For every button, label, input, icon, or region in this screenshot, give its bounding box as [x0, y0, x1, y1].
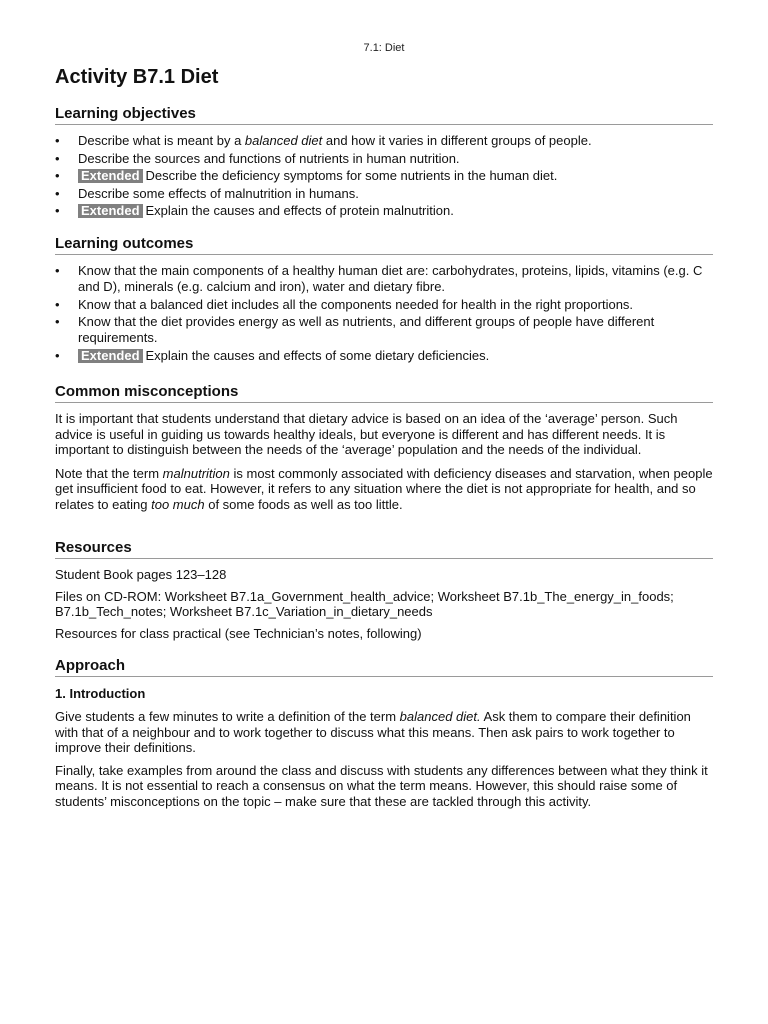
learning-objectives-list — [55, 133, 713, 219]
approach-section — [55, 657, 713, 809]
emphasis-text: too much — [151, 496, 205, 512]
list-item — [55, 186, 713, 202]
extended-badge: Extended — [78, 204, 143, 218]
approach-paragraph-1: Give students a few minutes to write a definition of the term balanced diet. Ask them to compare their definition with that of a neighbour and to work together to discuss what this means. Then ask pairs to work together to improve their definitions. — [55, 709, 691, 755]
list-item — [55, 151, 713, 167]
list-item-text: Describe the sources and functions of nutrients in human nutrition. — [78, 150, 460, 166]
list-item — [55, 168, 713, 184]
learning-outcomes-heading: Learning outcomes — [55, 235, 713, 255]
list-item — [55, 297, 713, 313]
list-item-text: Describe the deficiency symptoms for some nutrients in the human diet. — [145, 168, 558, 183]
list-item — [55, 203, 713, 219]
list-item — [55, 348, 713, 364]
bullet-icon: • — [55, 263, 60, 278]
misconceptions-heading: Common misconceptions — [55, 383, 713, 403]
page-title: Activity B7.1 Diet — [55, 66, 219, 88]
list-item-text: Explain the causes and effects of some dietary deficiencies. — [145, 347, 490, 363]
learning-objectives-heading: Learning objectives — [55, 105, 713, 125]
bullet-icon: • — [55, 296, 60, 312]
emphasis-text: balanced diet. — [399, 709, 481, 724]
bullet-icon: • — [55, 168, 60, 183]
list-item-text: Know that a balanced diet includes all the components needed for health in the right proportions. — [78, 296, 634, 312]
resources-paragraph-1: Student Book pages 123–128 — [55, 567, 227, 582]
list-item-text: Explain the causes and effects of protein malnutrition. — [145, 203, 454, 218]
list-item-text: Know that the main components of a healthy human diet are: carbohydrates, proteins, lipids, vitamins (e.g. C and D), minerals (e.g. calcium and iron), water and dietary fibre. — [78, 263, 703, 294]
emphasis-text: malnutrition — [162, 465, 230, 481]
bullet-icon: • — [55, 314, 60, 329]
resources-section — [55, 539, 713, 641]
emphasis-text: balanced diet — [244, 133, 323, 148]
extended-badge: Extended — [78, 349, 143, 363]
list-item — [55, 263, 713, 295]
bullet-icon: • — [55, 347, 60, 363]
misconceptions-paragraph-1: It is important that students understand that dietary advice is based on an idea of the ‘average’ person. Such advice is useful in guiding us towards healthy ideals, but everyone is different and has different needs. It is important to distinguish between the needs of the ‘average’ population and the needs of the individual. — [55, 411, 678, 457]
resources-paragraph-2: Files on CD-ROM: Worksheet B7.1a_Government_health_advice; Worksheet B7.1b_The_energy_in_foods; B7.1b_Tech_notes; Worksheet B7.1c_Variation_in_dietary_needs — [55, 588, 674, 619]
bullet-icon: • — [55, 185, 60, 201]
list-item-text: Describe some effects of malnutrition in humans. — [78, 185, 359, 201]
learning-objectives-section — [55, 105, 713, 221]
misconceptions-section — [55, 383, 713, 512]
running-header: 7.1: Diet — [363, 42, 405, 54]
approach-heading: Approach — [55, 657, 713, 677]
learning-outcomes-list — [55, 263, 713, 364]
list-item-text: and how it varies in different groups of people. — [322, 133, 592, 148]
bullet-icon: • — [55, 203, 60, 218]
bullet-icon: • — [55, 133, 60, 148]
list-item — [55, 314, 713, 346]
resources-paragraph-3: Resources for class practical (see Technician’s notes, following) — [55, 625, 422, 641]
list-item-text: Describe what is meant by a — [78, 133, 245, 148]
resources-heading: Resources — [55, 539, 713, 559]
bullet-icon: • — [55, 150, 60, 166]
learning-outcomes-section — [55, 235, 713, 365]
approach-paragraph-2: Finally, take examples from around the class and discuss with students any differences between what they think it means. It is not essential to reach a consensus on what the term means. However, this should raise some of students’ misconceptions on the topic – make sure that these are tackled through this activity. — [55, 762, 708, 809]
extended-badge: Extended — [78, 169, 143, 183]
misconceptions-paragraph-2: Note that the term malnutrition is most commonly associated with deficiency diseases and starvation, when people get insufficient food to eat. However, it refers to any situation where the diet is not appropriate for health, and so relates to eating too much of some foods as well as too little. — [55, 465, 713, 512]
list-item-text: Know that the diet provides energy as well as nutrients, and different groups of people have different requirements. — [78, 314, 655, 345]
introduction-subheading: 1. Introduction — [55, 686, 146, 701]
list-item — [55, 133, 713, 149]
